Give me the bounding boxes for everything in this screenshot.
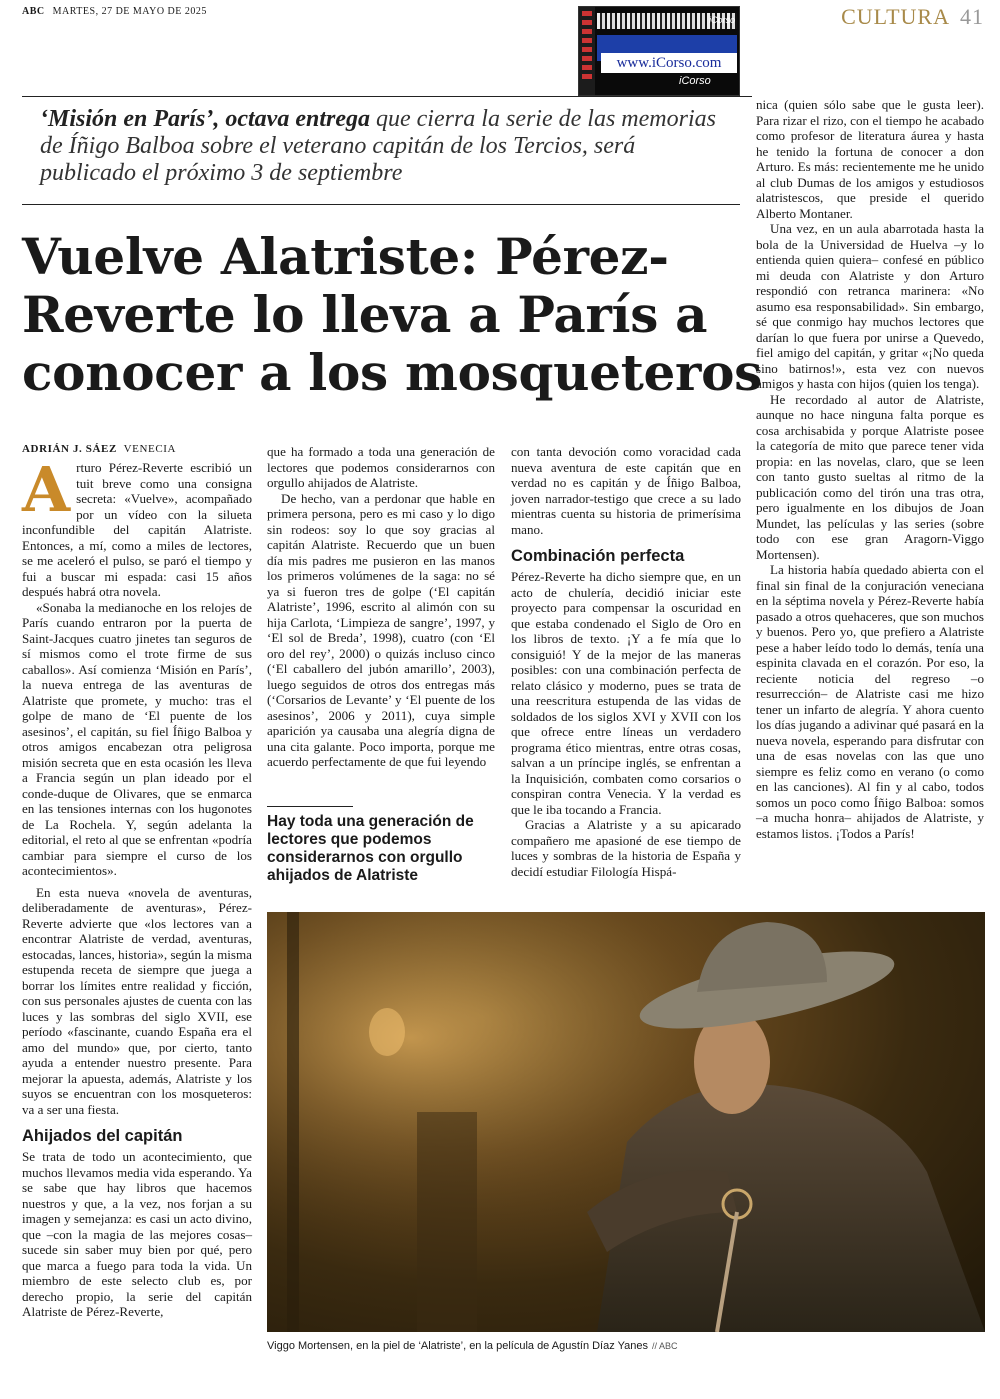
section-name: CULTURA [841,4,950,29]
paragraph: «Sonaba la medianoche en los relojes de París cuando entraron por la puerta de Saint-Jacques cuatro jinetes tan seguros de sí mismos como el trote firme de sus caballos». Así comienza ‘Misión en París’, la nueva entrega de las aventuras de Alatriste que promete, y mucho: tras el golpe de mano de ‘El puente de los asesinos’, el capitán, su fiel Íñigo Balboa y otros amigos encabezan otra peligrosa misión secreta que en esta ocasión les lleva a Francia según un plan ideado por el conde-duque de Olivares, que se enmarca en las tensiones internas con los hugonotes de La Rochela. Y, según adelanta la editorial, el reto al que se enfrentan «podría cambiar para siempre el curso de los acontecimientos». [22,599,252,878]
subheading: Combinación perfecta [511,547,685,565]
article-subtitle [40,106,730,187]
ad-logo-top: iCorso [709,15,736,25]
page-number: 41 [960,4,984,29]
pull-quote-rule [267,806,353,807]
subtitle-lead: ‘Misión en París’, octava entrega [40,106,370,132]
icorso-advertisement[interactable] [578,6,740,96]
photo-credit: // ABC [651,1341,678,1351]
ad-sidebar [579,7,595,95]
column-1 [22,453,252,1320]
paragraph: Gracias a Alatriste y a su apicarado compañero me apasioné de ese tiempo de luces y sombras de la historia de España y decidí estudiar Filología Hispá- [511,817,741,879]
paragraph: Arturo Pérez-Reverte escribió un tuit breve como una consigna secreta: «Vuelve», acompañado por un vídeo con la silueta inconfundible del capitán Alatriste. Entonces, a mí, como a miles de lectores, se me aceleró el pulso, se paró el tiempo y fui a buscar mi espada: casi 15 años después habrá otra novela. [22,453,252,599]
subtitle-rest: que cierra la serie de las memorias de Íñigo Balboa sobre el veterano capitán de los Tercios, será publicado el próximo 3 de septiembre [40,106,716,186]
column-4 [756,97,984,841]
paragraph: He recordado al autor de Alatriste, aunque no hace ninguna falta porque es cosa archisabida y porque Alatriste posee la categoría de mito que parece tener vida propia: en las novelas, claro, que se leen con tanto gusto sueltas al ritmo de la publicación como del tirón una tras otra, pero igualmente en los dibujos de Joan Mundet, las películas y las series (sobre todo con ese gran Aragorn-Viggo Mortensen). [756,391,984,562]
top-rule [22,96,752,97]
page-header-left [22,6,207,17]
column-3 [511,444,741,879]
paragraph: Una vez, en un aula abarrotada hasta la bola de la Universidad de Huelva –y lo entienda quien quiera– confesé en público mi deuda con Alatriste y don Arturo respondió con retranca marinera: «No asumo esa responsabilidad». Sin embargo, sé que conmigo hay muchos lectores que darían lo que fuera por unirse a Quevedo, fiel amigo del capitán, y gritar «¡No queda sino batirnos!», esta vez con nuevos amigos y hasta con hijos (quien los tenga). [756,221,984,391]
subtitle-rule [22,204,740,205]
paragraph: En esta nueva «novela de aventuras, deliberadamente de aventuras», Pérez-Reverte advierte que «los lectores van a encontrar Alatriste de verdad, aventuras, estocadas, lances, historia», según la misma estupenda receta de siempre que juega a borrar los límites entre realidad y ficción, con sus personales ajustes de cuenta con las luces y las sombras del siglo XVII, ese período «fascinante, cuando España era el amo del mundo» que, por cierto, tanto ayuda a entender nuestro presente. Para mejorar la apuesta, además, Alatriste y los suyos se encuentran con los mosqueteros: va a ser una fiesta. [22,884,252,1117]
paragraph: Pérez-Reverte ha dicho siempre que, en un acto de chulería, decidió iniciar este proyecto para compensar la oscuridad en que estaba condenado el Siglo de Oro en los libros de texto. ¡Y a fe mía que lo consiguió! Y de la mejor de las maneras posibles: con una combinación perfecta de relato clásico y moderno, pues se trata de una reescritura estupenda de las vidas de soldados de los siglos XVI y XVII con los que ofrece entre líneas un verdadero programa ético mientras, entre otras cosas, salvan a un príncipe inglés, se enfrentan a la Inquisición, combaten como corsarios o conspiran contra Venecia. Y la verdad es que le iba tocando a Francia. [511,569,741,817]
page-header-right [841,4,984,30]
author-name: ADRIÁN J. SÁEZ [22,443,117,455]
newspaper-name: ABC [22,6,45,17]
drop-cap: A [22,453,71,526]
paragraph: La historia había quedado abierta con el final sin final de la conjuración veneciana en la séptima novela y Pérez-Reverte había pasado a otros quehaceres, que son muchos y buenos. Pero yo, que prefiero a Alatriste pese a haber leído todo lo demás, tenía una espinita clavada en el corazón. Por eso, la reciente noticia del regreso –o resurrección– de Alatriste casi me hizo tener un infarto de alegría. Y ahora cuento los días jugando a adivinar qué pasará en la nueva novela, esperando para disfrutar con una de esas novelas con las que uno siempre es feliz como en verano (o como en las canciones). Al fin y al cabo, todos somos un poco como Íñigo Balboa: somos –a mucha honra– ahijados de Alatriste, y estamos listos. ¡Todos a París! [756,562,984,841]
photo-caption [267,1340,987,1352]
pull-quote: Hay toda una generación de lectores que podemos considerarnos con orgullo ahijados de Alatriste [267,813,474,884]
paragraph: Se trata de todo un acontecimiento, que muchos llevamos media vida esperando. Ya se sabe que hay libros que hacemos nuestros y que, a la vez, nos forjan a su imagen y semejanza: es casi un acto divino, que –con la magia de las mejores cosas– sucede sin saber muy bien por qué, pero que marca a fuego para toda la vida. Un miembro de este selecto club es, por derecho propio, la serie del capitán Alatriste de Pérez-Reverte, [22,1149,252,1319]
caption-text: Viggo Mortensen, en la piel de ‘Alatriste’, en la película de Agustín Díaz Yanes [267,1340,648,1352]
article-photo [267,912,985,1332]
paragraph: De hecho, van a perdonar que hable en primera persona, pero es mi caso y lo digo sin rodeos: soy lo que soy gracias al capitán Alatriste. Recuerdo que un buen día mis padres me pusieron en las manos los primeros volúmenes de la saga: no sé ya si fueron tres de golpe (‘El capitán Alatriste’, 1996, escrito al alimón con su hija Carlota, ‘Limpieza de sangre’, 1997, y ‘El sol de Breda’, 1998), cuatro (con ‘El oro del rey’, 2000) o quizás incluso cinco (‘El caballero del jubón amarillo’, 2003), luego seguidos de otros dos entregas más (‘Corsarios de Levante’ y ‘El puente de los asesinos’, 2006 y 2011), cuya simple aparición ya causaba una alegría digna de una cita galante. Poco importa, porque me acuerdo perfectamente de que fui leyendo [267,490,495,769]
paragraph: nica (quien sólo sabe que le gusta leer). Para rizar el rizo, con el tiempo he acabado como profesor de literatura áurea y hasta he tenido la fortuna de conocer a don Arturo. Es más: recientemente me he unido al club Dumas de los amigos y estudiosos alatristescos, que preside el querido Alberto Montaner. [756,97,984,221]
article-headline: Vuelve Alatriste: Pérez-Reverte lo lleva a París a conocer a los mosqueteros [22,227,762,402]
subheading: Ahijados del capitán [22,1127,183,1145]
column-2 [267,444,495,770]
dateline: VENECIA [123,443,177,455]
photo-illustration [267,912,985,1332]
ad-logo: iCorso [679,75,711,87]
paragraph: con tanta devoción como voracidad cada nueva aventura de este capitán que en verdad no es capitán y de Íñigo Balboa, joven narrador-testigo que crece a su lado mientras cuenta su historia de primerísima mano. [511,444,741,537]
ad-url[interactable]: www.iCorso.com [601,53,737,73]
paragraph: que ha formado a toda una generación de lectores que podemos considerarnos con orgullo ahijados de Alatriste. [267,444,495,490]
issue-date: MARTES, 27 DE MAYO DE 2025 [52,6,207,17]
